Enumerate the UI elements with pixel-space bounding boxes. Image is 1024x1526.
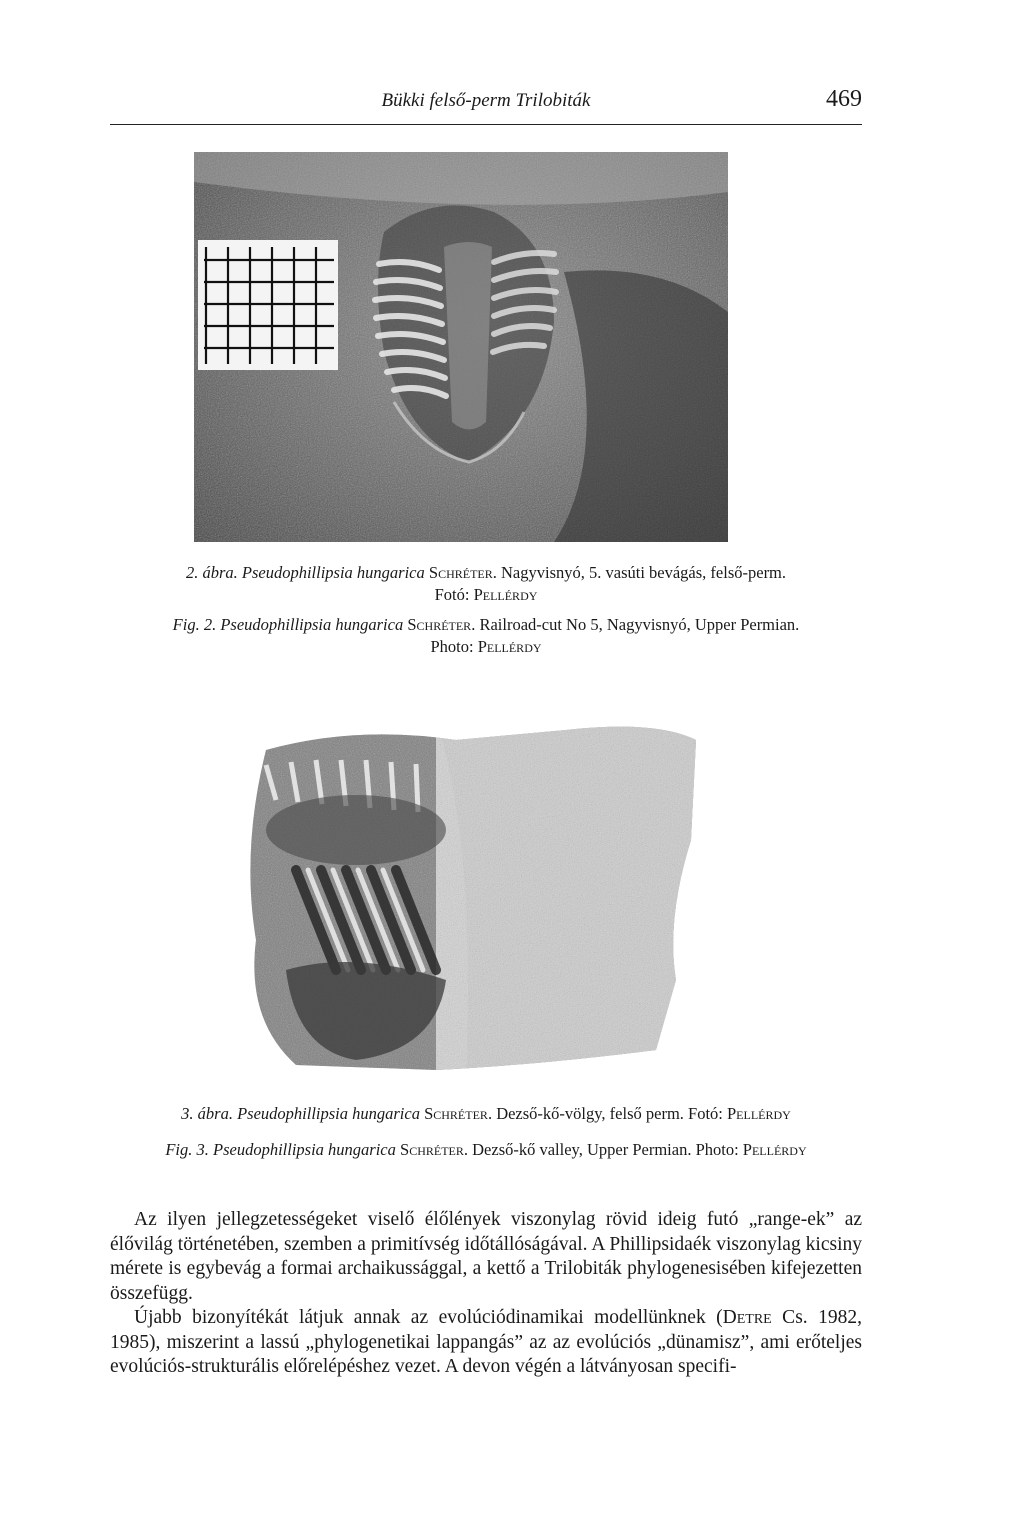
caption-author: Schréter bbox=[400, 1140, 464, 1159]
running-title: Bükki felső-perm Trilobiták bbox=[381, 90, 591, 111]
caption-species: Pseudophillipsia hungarica bbox=[241, 563, 425, 582]
caption-photo-label: Fotó: bbox=[434, 585, 470, 604]
caption-photographer: Pellérdy bbox=[727, 1104, 791, 1123]
caption-species: Pseudophillipsia hungarica bbox=[213, 1140, 396, 1159]
paragraph-2 bbox=[110, 1306, 862, 1380]
running-head bbox=[110, 88, 862, 125]
caption-locality: . Nagyvisnyó, 5. vasúti bevágás, felső-perm. bbox=[492, 563, 787, 582]
caption-photographer: Pellérdy bbox=[742, 1140, 807, 1159]
figure-3-photo bbox=[236, 720, 702, 1082]
caption-label: Fig. 2. bbox=[172, 615, 217, 634]
paragraph-2-author: Detre bbox=[722, 1307, 772, 1328]
caption-species: Pseudophillipsia hungarica bbox=[237, 1104, 420, 1123]
caption-locality: . Dezső-kő valley, Upper Permian. Photo: bbox=[463, 1140, 739, 1159]
caption-species: Pseudophillipsia hungarica bbox=[220, 615, 404, 634]
page-number: 469 bbox=[826, 86, 862, 112]
caption-photographer: Pellérdy bbox=[473, 585, 538, 604]
figure-2-caption-en bbox=[110, 614, 862, 658]
caption-author: Schréter bbox=[428, 563, 493, 582]
figure-3-caption-hu bbox=[110, 1103, 862, 1125]
caption-label: Fig. 3. bbox=[165, 1140, 209, 1159]
body-text bbox=[110, 1208, 862, 1380]
caption-label: 2. ábra. bbox=[185, 563, 238, 582]
figure-3-caption-en bbox=[110, 1139, 862, 1161]
caption-locality: . Dezső-kő-völgy, felső perm. Fotó: bbox=[487, 1104, 723, 1123]
caption-locality: . Railroad-cut No 5, Nagyvisnyó, Upper Permian. bbox=[471, 615, 800, 634]
caption-author: Schréter bbox=[407, 615, 472, 634]
paragraph-2-start: Újabb bizonyítékát látjuk annak az evolúciódinamikai modellünknek ( bbox=[134, 1307, 723, 1328]
figure-2-caption-hu bbox=[110, 562, 862, 606]
paragraph-2-end: Cs. 1982, 1985), miszerint a lassú „phylogenetikai lappangás” az az evolúciós „dünamisz”, ami erőteljes evolúciós-strukturális előrelépéshez vezet. A devon végén a látványosan specifi- bbox=[110, 1307, 862, 1377]
caption-author: Schréter bbox=[424, 1104, 488, 1123]
paragraph-1: Az ilyen jellegzetességeket viselő élőlények viszonylag rövid ideig futó „range-ek” az élővilág történetében, szemben a primitívség időtállóságával. A Phillipsidaék viszonylag kicsiny mérete is egybevág a formai archaikussággal, a kettő a Trilobiták phylogenesisében kifejezetten összefügg. bbox=[110, 1209, 862, 1304]
scale-grid bbox=[198, 240, 338, 370]
caption-photographer: Pellérdy bbox=[477, 637, 542, 656]
caption-label: 3. ábra. bbox=[181, 1104, 233, 1123]
figure-2-photo bbox=[194, 152, 728, 542]
caption-photo-label: Photo: bbox=[430, 637, 474, 656]
